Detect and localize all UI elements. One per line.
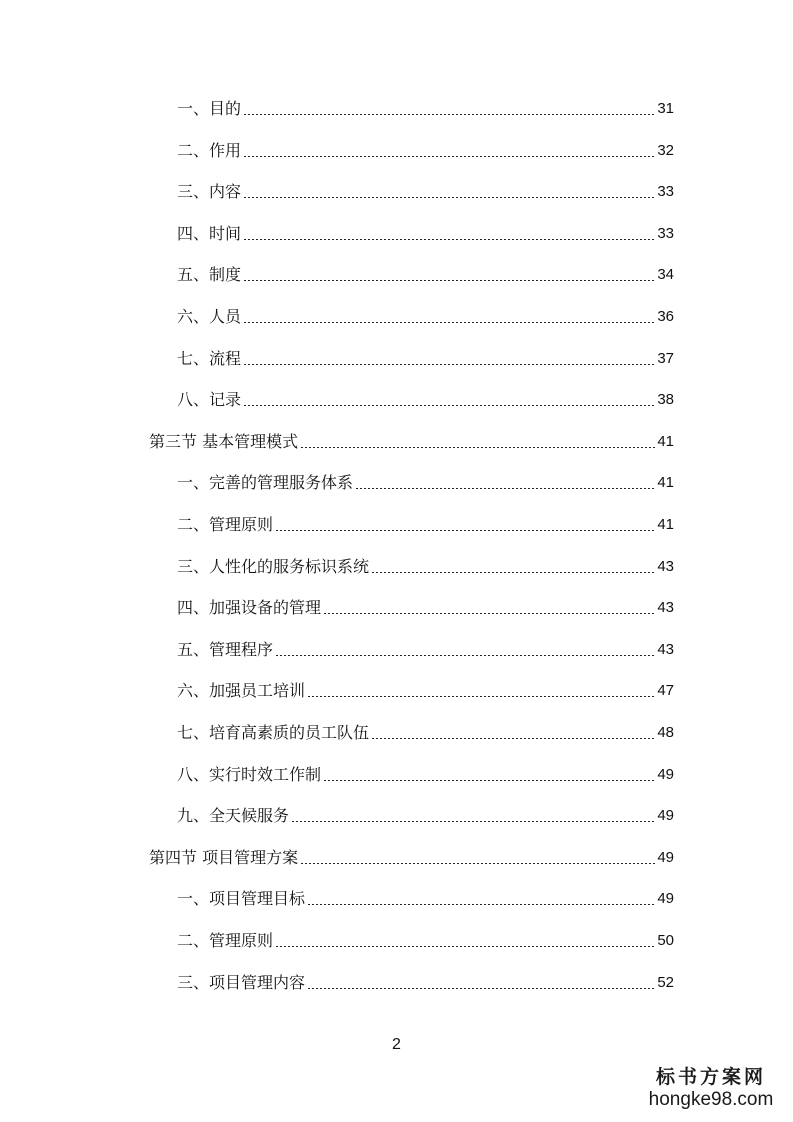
toc-entry-page: 33 [657,224,674,242]
toc-dot-leader [243,364,655,365]
toc-dot-leader [291,821,655,822]
toc-entry-page: 41 [657,474,674,492]
toc-dot-leader [300,447,655,448]
toc-entry-title: 第三节 基本管理模式 [149,431,299,451]
toc-dot-leader [323,613,655,614]
toc-entry-title: 七、培育高素质的员工队伍 [177,723,370,742]
toc-dot-leader [243,280,655,281]
toc-entry-page: 37 [657,349,674,367]
toc-entry-title: 九、全天候服务 [177,806,290,826]
toc-dot-leader [371,738,655,739]
toc-entry-title: 一、完善的管理服务体系 [177,473,354,493]
toc-entry[interactable] [177,138,674,162]
toc-entry[interactable] [177,803,674,827]
toc-entry[interactable] [177,720,674,744]
toc-entry-page: 49 [657,807,674,825]
toc-dot-leader [307,988,655,989]
toc-entry-page: 36 [657,308,674,325]
toc-entry-title: 四、加强设备的管理 [177,598,322,618]
toc-entry[interactable] [177,470,674,494]
watermark-site-name: 标书方案网 [655,1066,766,1088]
toc-entry[interactable] [177,762,674,786]
toc-entry[interactable] [177,262,674,286]
toc-entry[interactable] [177,886,674,910]
toc-entry-title: 一、目的 [177,99,242,118]
toc-entry[interactable] [177,304,674,328]
watermark [641,1066,781,1112]
toc-entry[interactable] [177,512,674,536]
toc-dot-leader [307,696,655,697]
toc-entry-page: 50 [657,932,674,949]
toc-dot-leader [275,530,655,531]
toc-entry-title: 二、管理原则 [177,515,274,534]
toc-entry-title: 三、项目管理内容 [177,972,306,992]
toc-entry[interactable] [177,928,674,952]
toc-entry-title: 二、作用 [177,140,242,160]
toc-entry[interactable] [177,96,674,120]
toc-entry-page: 43 [657,557,674,575]
toc-entry-title: 二、管理原则 [177,931,274,950]
toc-entry[interactable] [177,346,674,370]
toc-entry-title: 八、记录 [177,390,242,410]
toc-entry-page: 38 [657,391,674,409]
toc-entry[interactable] [177,637,674,661]
toc-entry-title: 六、人员 [177,307,242,326]
toc-dot-leader [275,655,655,656]
toc-entry-page: 48 [657,724,674,741]
toc-entry-title: 一、项目管理目标 [177,889,306,909]
toc-entry[interactable] [177,179,674,203]
toc-dot-leader [243,197,655,198]
toc-entry-page: 43 [657,599,674,617]
toc-entry-title: 六、加强员工培训 [177,681,306,701]
toc-entry-page: 49 [657,848,674,866]
toc-entry-page: 43 [657,640,674,658]
toc-dot-leader [243,405,655,406]
toc-dot-leader [307,904,655,905]
toc-entry-page: 34 [657,266,674,284]
toc-entry-title: 三、人性化的服务标识系统 [177,556,370,576]
toc-entry-title: 八、实行时效工作制 [177,764,322,784]
toc-entry-page: 32 [657,141,674,159]
page-number: 2 [392,1036,401,1053]
toc-entry-title: 第四节 项目管理方案 [149,847,299,867]
toc-entry-page: 49 [657,890,674,908]
toc-entry-title: 四、时间 [177,223,242,243]
toc-entry[interactable] [177,387,674,411]
toc-dot-leader [371,572,655,573]
toc-entry[interactable] [149,845,674,869]
toc-entry-page: 41 [657,516,674,533]
toc-entry[interactable] [149,429,674,453]
toc-dot-leader [243,322,655,323]
toc-dot-leader [243,239,655,240]
toc-entry[interactable] [177,221,674,245]
toc-entry-title: 三、内容 [177,182,242,202]
toc-entry-title: 七、流程 [177,348,242,368]
toc-entry-page: 41 [657,432,674,450]
toc-dot-leader [243,156,655,157]
toc-entry-page: 52 [657,973,674,991]
watermark-url: hongke98.com [648,1089,774,1110]
toc-entry-page: 47 [657,682,674,700]
toc-entry-page: 33 [657,183,674,201]
toc-entry-page: 31 [657,100,674,117]
toc-entry[interactable] [177,554,674,578]
toc-dot-leader [355,488,655,489]
toc-dot-leader [323,780,655,781]
toc-dot-leader [275,946,655,947]
toc-dot-leader [300,863,655,864]
toc-entry-title: 五、管理程序 [177,639,274,659]
toc-entry-title: 五、制度 [177,265,242,285]
toc-entry[interactable] [177,595,674,619]
toc-entry[interactable] [177,678,674,702]
toc-entry[interactable] [177,970,674,994]
toc-entry-page: 49 [657,765,674,783]
toc-dot-leader [243,114,655,115]
